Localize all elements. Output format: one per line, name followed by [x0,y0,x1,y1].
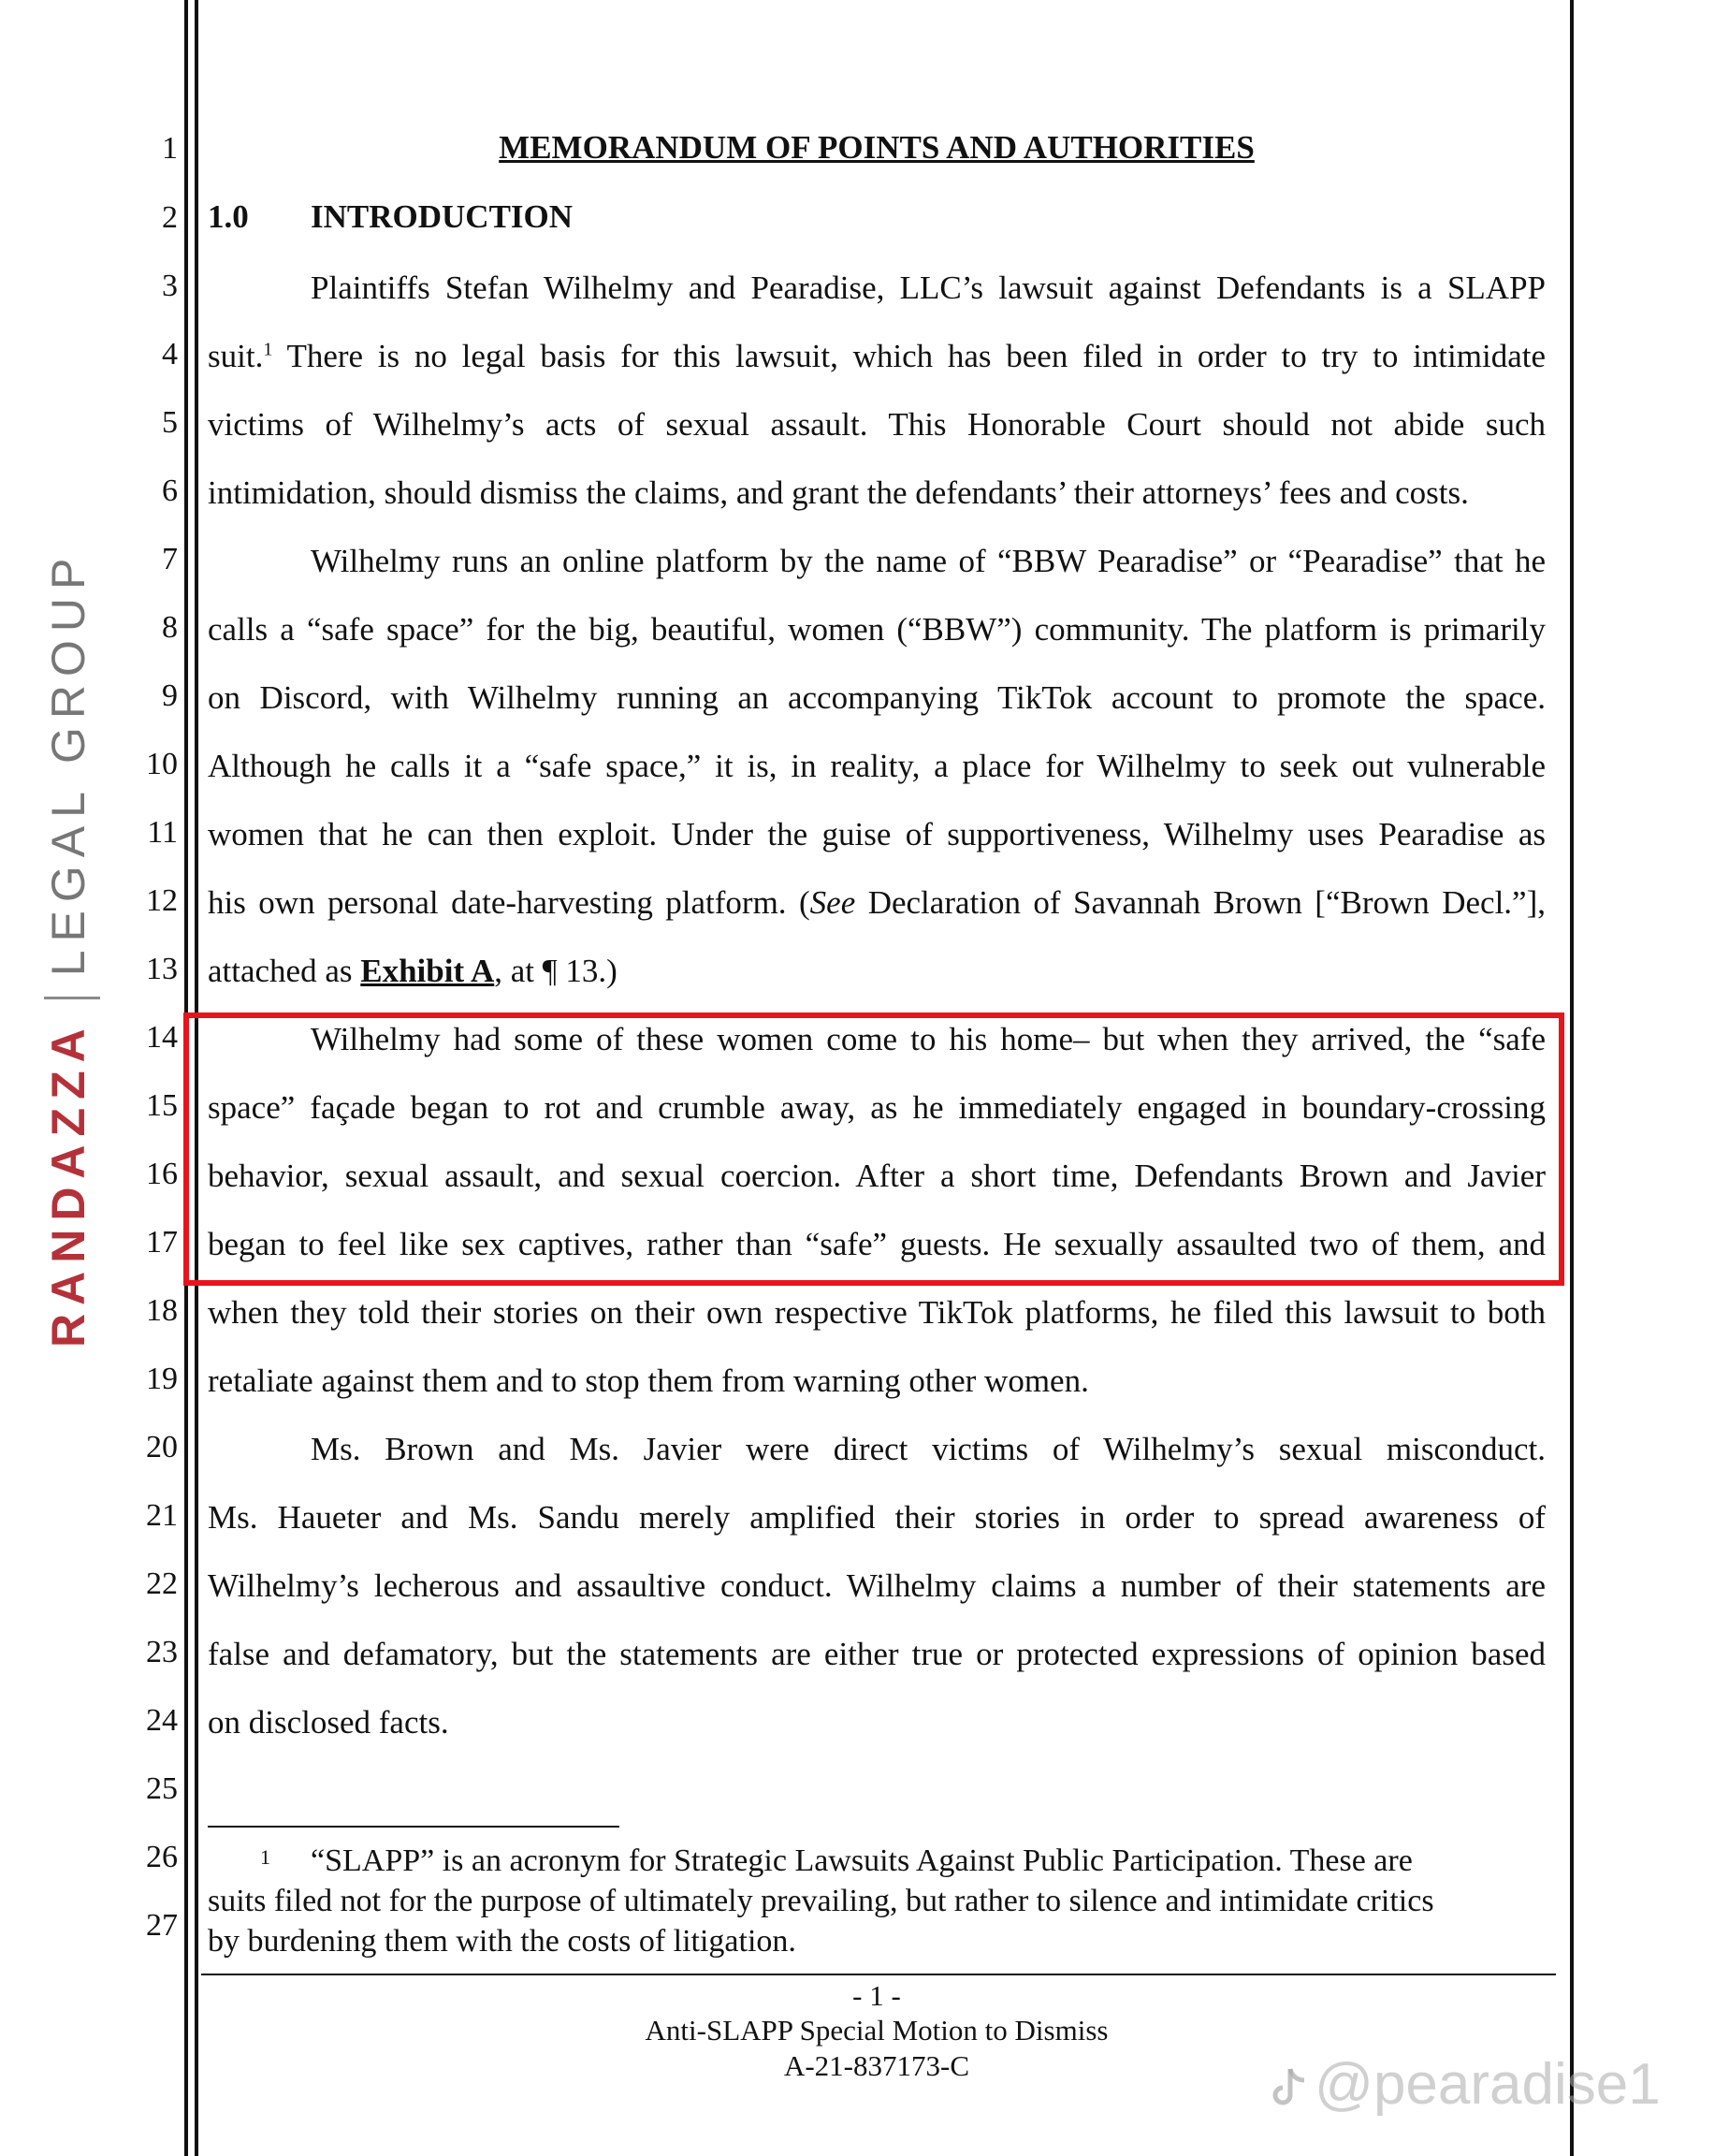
body-text: suit. [208,338,264,374]
line-number: 27 [146,1908,178,1943]
body-line-4 [208,335,1546,378]
body-text: his own personal date-harvesting platform. ( [208,884,810,921]
body-line-13 [208,950,1546,993]
body-line-11: women that he can then exploit. Under the guise of supportiveness, Wilhelmy uses Pearadise as [208,816,1546,852]
body-line-21: Ms. Haueter and Ms. Sandu merely amplified their stories in order to spread awareness of [208,1499,1546,1536]
line-number: 20 [146,1430,178,1464]
line-number: 6 [162,473,178,508]
line-number: 12 [146,883,178,918]
line-number: 2 [162,200,178,235]
line-number: 18 [146,1293,178,1328]
line-number: 5 [162,405,178,440]
line-number: 3 [162,269,178,303]
body-line-5: victims of Wilhelmy’s acts of sexual assault. This Honorable Court should not abide such [208,406,1546,443]
line-number: 1 [162,131,178,166]
line-number: 8 [162,610,178,645]
line-number: 14 [146,1020,178,1055]
body-line-8: calls a “safe space” for the big, beautiful, women (“BBW”) community. The platform is primarily [208,611,1546,648]
footnote-reference[interactable]: 1 [263,339,273,360]
body-line-17: began to feel like sex captives, rather than “safe” guests. He sexually assaulted two of them, and [208,1226,1546,1262]
line-number: 13 [146,952,178,986]
body-line-18: when they told their stories on their own respective TikTok platforms, he filed this lawsuit to both [208,1294,1546,1331]
memo-title: MEMORANDUM OF POINTS AND AUTHORITIES [499,129,1255,166]
body-line-3: Plaintiffs Stefan Wilhelmy and Pearadise, LLC’s lawsuit against Defendants is a SLAPP [311,270,1546,306]
body-text: , at ¶ 13.) [494,953,618,989]
document-title: Anti-SLAPP Special Motion to Dismiss [645,2014,1109,2047]
body-line-15: space” façade began to rot and crumble away, as he immediately engaged in boundary-crossing [208,1089,1546,1126]
highlight-box [183,1012,1564,1286]
line-number: 26 [146,1840,178,1874]
footnote-line-2: suits filed not for the purpose of ultimately prevailing, but rather to silence and intimidate critics [208,1884,1434,1918]
line-number: 9 [162,678,178,713]
citation-signal: See [809,884,856,921]
watermark-handle: @pearadise1 [1315,2052,1661,2117]
body-line-9: on Discord, with Wilhelmy running an accompanying TikTok account to promote the space. [208,679,1546,716]
section-title: INTRODUCTION [311,198,574,235]
firm-name-light: LEGAL GROUP [42,549,94,977]
line-number: 15 [146,1088,178,1123]
case-number: A-21-837173-C [783,2049,970,2082]
body-text: There is no legal basis for this lawsuit, which has been filed in order to try to intimidate [272,338,1546,374]
footnote-line-1: “SLAPP” is an acronym for Strategic Lawsuits Against Public Participation. These are [311,1843,1413,1878]
exhibit-reference[interactable]: Exhibit A [360,953,495,989]
body-line-24: on disclosed facts. [208,1704,449,1741]
body-line-6: intimidation, should dismiss the claims, and grant the defendants’ their attorneys’ fees and costs. [208,474,1469,511]
body-text: attached as [208,953,361,989]
line-number: 21 [146,1498,178,1533]
line-number: 4 [162,337,178,371]
body-line-19: retaliate against them and to stop them from warning other women. [208,1362,1089,1399]
line-number: 10 [146,747,178,781]
line-number: 16 [146,1157,178,1191]
footnote-separator [208,1826,619,1828]
body-line-20: Ms. Brown and Ms. Javier were direct victims of Wilhelmy’s sexual misconduct. [311,1431,1546,1467]
firm-name-bold: RANDAZZA [42,1020,94,1348]
footnote-line-3: by burdening them with the costs of litigation. [208,1924,796,1959]
line-number: 23 [146,1635,178,1669]
body-line-22: Wilhelmy’s lecherous and assaultive conduct. Wilhelmy claims a number of their statements are [208,1567,1546,1604]
section-number: 1.0 [208,198,249,235]
page-number: - 1 - [852,1979,901,2012]
firm-logo [41,550,100,1348]
line-number: 24 [146,1703,178,1738]
body-line-23: false and defamatory, but the statements are either true or protected expressions of opinion based [208,1636,1546,1672]
footer-rule [201,1974,1556,1975]
line-number: 25 [146,1771,178,1806]
line-number: 11 [147,815,178,850]
firm-separator [44,997,100,999]
line-number: 22 [146,1566,178,1601]
footnote-marker: 1 [260,1845,270,1869]
line-number: 17 [146,1225,178,1260]
body-line-12 [208,881,1546,925]
body-line-14: Wilhelmy had some of these women come to his home– but when they arrived, the “safe [311,1021,1546,1057]
body-line-7: Wilhelmy runs an online platform by the name of “BBW Pearadise” or “Pearadise” that he [311,543,1546,579]
watermark [1268,2051,1661,2118]
line-number: 19 [146,1362,178,1396]
body-line-16: behavior, sexual assault, and sexual coercion. After a short time, Defendants Brown and Javier [208,1158,1546,1194]
tiktok-icon [1268,2065,1309,2112]
line-number: 7 [162,542,178,576]
body-text: Declaration of Savannah Brown [“Brown Decl.”], [855,884,1546,921]
right-margin-rule [1570,0,1574,2156]
body-line-10: Although he calls it a “safe space,” it is, in reality, a place for Wilhelmy to seek out vulnerable [208,748,1546,784]
